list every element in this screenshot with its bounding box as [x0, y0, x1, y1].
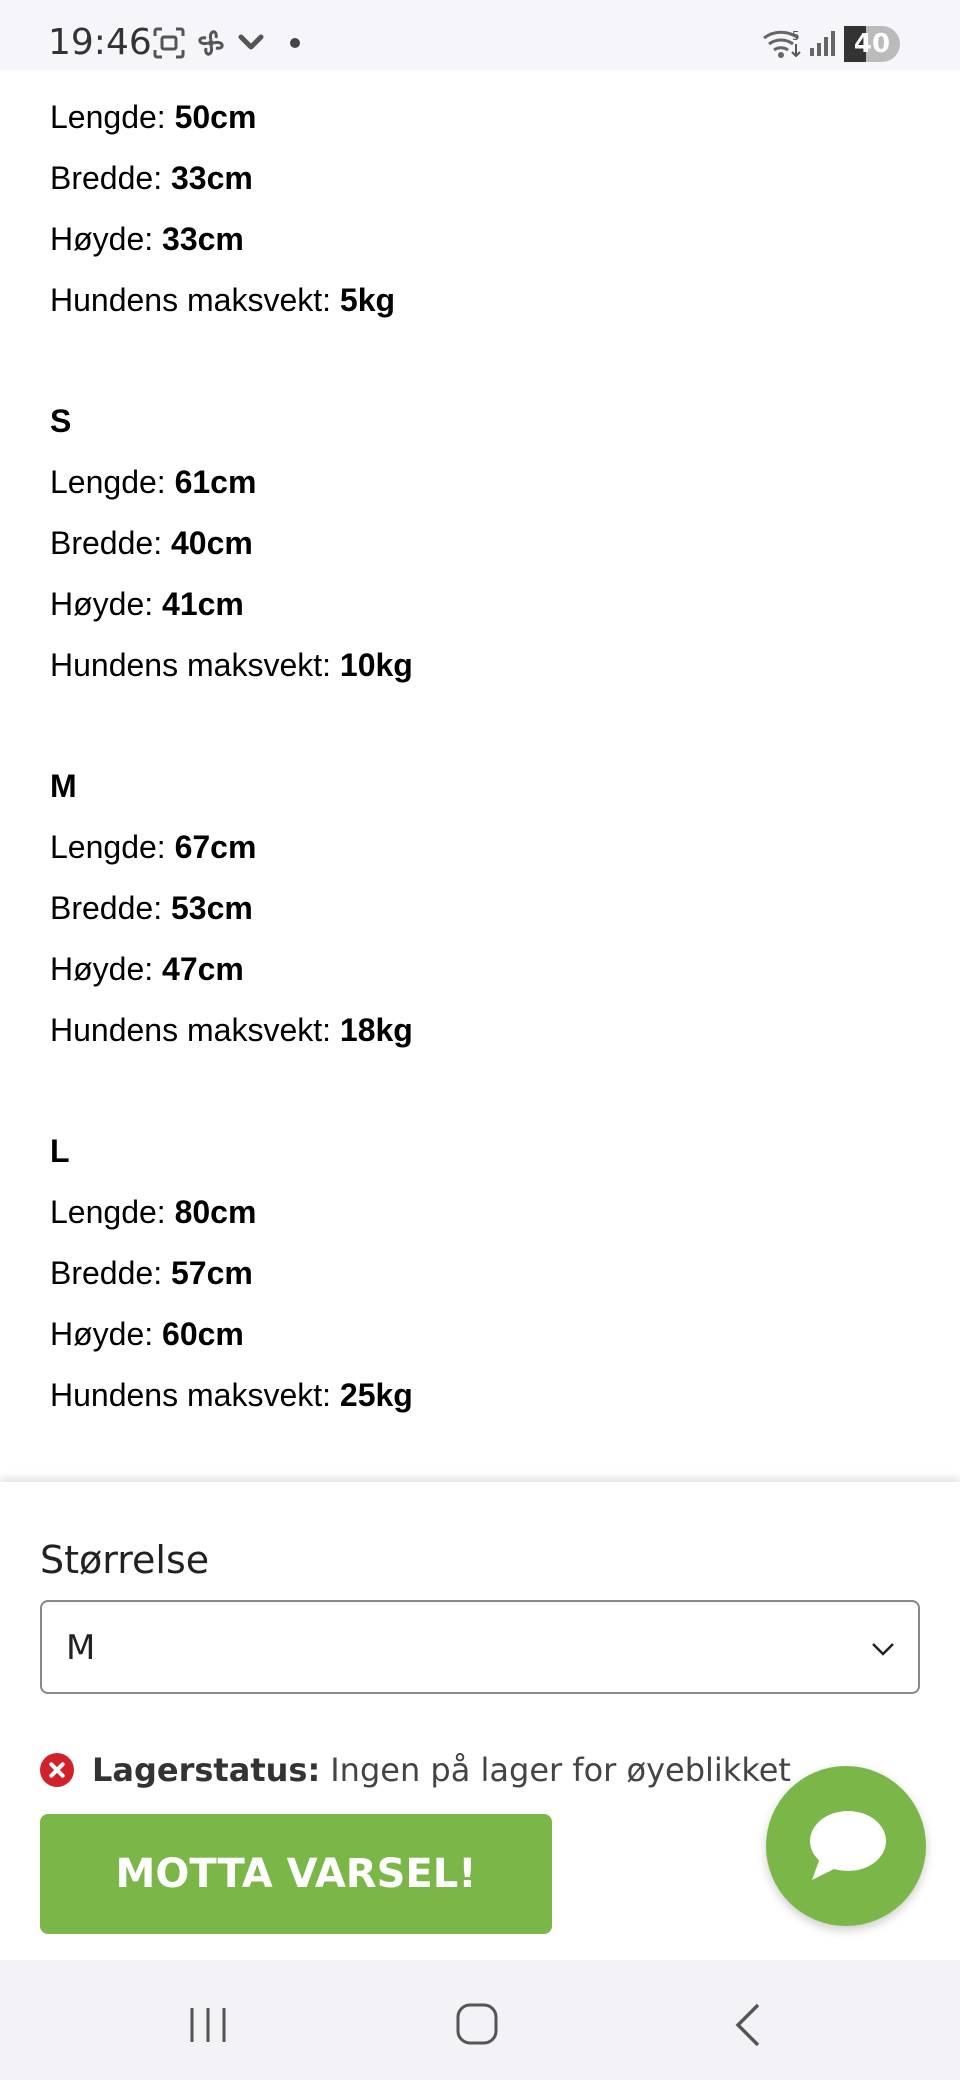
spec-width: Bredde: 33cm: [50, 160, 253, 196]
wifi-icon: [762, 28, 804, 65]
navigation-bar: [0, 1960, 960, 2080]
spec-height: Høyde: 33cm: [50, 221, 244, 257]
spec-max-weight: Hundens maksvekt: 18kg: [50, 1012, 413, 1048]
recent-apps-icon[interactable]: [178, 2000, 238, 2050]
error-icon: [40, 1753, 74, 1787]
product-description[interactable]: [0, 70, 960, 1482]
size-select-value: M: [66, 1628, 96, 1668]
stock-status-label: Lagerstatus:: [92, 1751, 321, 1789]
chevron-down-icon: [870, 1636, 896, 1667]
spec-width: Bredde: 57cm: [50, 1255, 253, 1291]
spec-height: Høyde: 47cm: [50, 951, 244, 987]
spec-length: Lengde: 61cm: [50, 464, 257, 500]
size-title: M: [50, 768, 77, 804]
battery-icon: [844, 26, 900, 62]
status-time: 19:46: [48, 22, 152, 63]
spec-length: Lengde: 80cm: [50, 1194, 257, 1230]
size-select-label: Størrelse: [40, 1538, 210, 1582]
chat-button[interactable]: [766, 1766, 926, 1926]
stock-status-value: Ingen på lager for øyeblikket: [330, 1751, 791, 1789]
spec-max-weight: Hundens maksvekt: 5kg: [50, 282, 396, 318]
size-block-s: [50, 391, 413, 696]
size-block-xs: [50, 26, 413, 331]
size-title: S: [50, 403, 72, 439]
size-select[interactable]: [40, 1600, 920, 1694]
size-title: L: [50, 1133, 70, 1169]
svg-text:5: 5: [792, 29, 800, 43]
size-title: [50, 26, 413, 87]
home-icon[interactable]: [446, 2000, 506, 2050]
spec-width: Bredde: 53cm: [50, 890, 253, 926]
spec-length: Lengde: 67cm: [50, 829, 257, 865]
size-block-m: [50, 756, 413, 1061]
spec-max-weight: Hundens maksvekt: 10kg: [50, 647, 413, 683]
size-block-l: [50, 1121, 413, 1426]
purchase-panel: [0, 1482, 960, 1960]
stock-status: [40, 1750, 791, 1790]
size-specs-list: [50, 26, 413, 1607]
signal-icon: [808, 30, 836, 63]
notify-me-button[interactable]: MOTTA VARSEL!: [40, 1814, 552, 1934]
spec-max-weight: Hundens maksvekt: 25kg: [50, 1377, 413, 1413]
back-icon[interactable]: [718, 2000, 778, 2050]
spec-height: Høyde: 41cm: [50, 586, 244, 622]
spec-length: Lengde: 50cm: [50, 99, 257, 135]
spec-width: Bredde: 40cm: [50, 525, 253, 561]
spec-height: Høyde: 60cm: [50, 1316, 244, 1352]
battery-text: 40: [853, 29, 891, 59]
chat-bubble-icon: [806, 1808, 888, 1889]
